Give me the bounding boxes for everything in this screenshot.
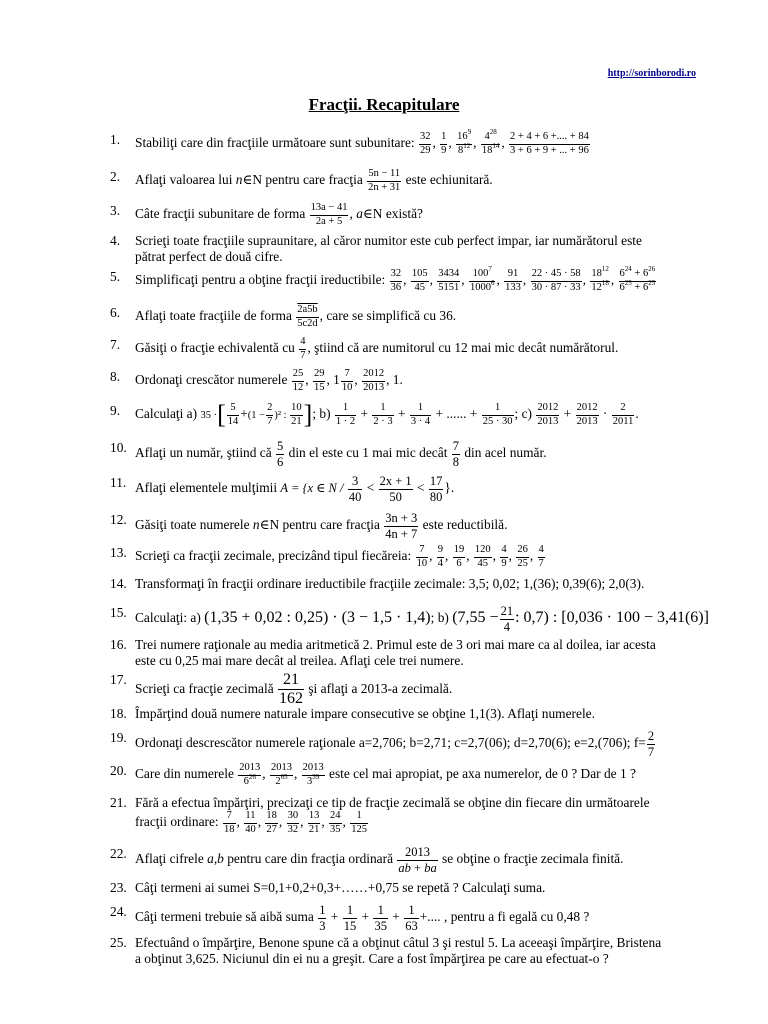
fraction: $\frac{21}{162}$ bbox=[279, 671, 303, 707]
exercise-number: 3. bbox=[110, 203, 121, 218]
fraction: $\frac{1}{35}$ bbox=[374, 903, 387, 933]
exercise-text: Simplificaţi pentru a obţine fracţii ireductibile: $\frac{32}{36}$ , $\frac{105}{45}$ , $\frac{3434}{5151}$ , $\frac{100^7}{1000^6}$ , $\frac{91}{133}$ , $\frac{22 \cdot 45 \cdot 58}{30 \cdot 87 \cdot 33}$ , $\frac{18^{12}}{12^{18}}$ , $\frac{6^{24} + 6^{26}}{6^{25} + 6^{25}}$ bbox=[135, 265, 656, 293]
fraction: $\frac{2013}{6^{26}}$ bbox=[239, 762, 261, 787]
fraction: $\frac{2012}{2013}$ bbox=[537, 402, 559, 427]
fraction: $\frac{1}{1 \cdot 2}$ bbox=[335, 402, 356, 427]
exercise-number: 25. bbox=[110, 935, 127, 950]
exercise-item bbox=[110, 440, 735, 468]
exercise-item bbox=[110, 265, 735, 293]
fraction: $\frac{2}{2011}$ bbox=[612, 402, 634, 427]
exercise-item bbox=[110, 233, 735, 265]
fraction: $\frac{3n + 3}{4n + 7}$ bbox=[385, 511, 418, 541]
exercise-number: 5. bbox=[110, 269, 121, 284]
exercise-number: 24. bbox=[110, 904, 127, 919]
exercise-item bbox=[110, 706, 735, 722]
fraction: $\frac{3}{40}$ bbox=[348, 474, 362, 504]
exercise-text: Transformaţi în fracţii ordinare ireductibile fracţiile zecimale: 3,5; 0,02; 1,(36); 0,39(6); 2,0(3). bbox=[135, 576, 645, 591]
exercise-text: Calculaţi a) 35 ·[ $\frac{5}{14}$ +(1 − $\frac{2}{7}$ )² : $\frac{10}{21}$ ]; b) $\frac{1}{1 \cdot 2}$ + $\frac{1}{2 \cdot 3}$ + $\frac{1}{3 \cdot 4}$ + ...... + $\frac{1}{25 \cdot 30}$ ; c) $\frac{2012}{2013}$ + $\frac{2012}{2013}$ · $\frac{2}{2011}$ . bbox=[135, 400, 639, 429]
exercise-text: Stabiliţi care din fracţiile următoare sunt subunitare: $\frac{32}{29}$ , $\frac{1}{9}$ , $\frac{16^9}{8^{12}}$ , $\frac{4^{28}}{18^{14}}$ , $\frac{2 + 4 + 6 +.... + 84}{3 + 6 + 9 + ... + 96}$ bbox=[135, 128, 589, 156]
exercise-item bbox=[110, 637, 735, 669]
fraction: $\frac{1}{2 \cdot 3}$ bbox=[373, 402, 393, 427]
fraction: $\frac{5}{6}$ bbox=[277, 439, 284, 469]
exercise-number: 1. bbox=[110, 132, 121, 147]
exercise-number: 17. bbox=[110, 672, 127, 687]
fraction: $\frac{2}{7}$ bbox=[647, 729, 655, 759]
exercise-text: Găsiţi o fracţie echivalentă cu $\frac{4}{7}$ , ştiind că are numitorul cu 12 mai mic decât numărătorul. bbox=[135, 336, 619, 361]
exercise-item bbox=[110, 203, 735, 227]
exercise-text: Scrieţi toate fracţiile supraunitare, al căror numitor este cub perfect impar, iar numărătorul este pătrat perfect de două cifre. bbox=[135, 233, 642, 264]
exercise-item bbox=[110, 605, 735, 633]
fraction: $\frac{18^{12}}{12^{18}}$ bbox=[591, 265, 609, 293]
exercise-number: 4. bbox=[110, 233, 121, 248]
exercise-item bbox=[110, 337, 735, 361]
exercise-number: 12. bbox=[110, 512, 127, 527]
fraction: $\frac{4}{7}$ bbox=[300, 336, 306, 361]
fraction: $\frac{2013}{2^{65}}$ bbox=[270, 762, 292, 787]
fraction: $\frac{2013}{3^{39}}$ bbox=[302, 762, 324, 787]
fraction: $\frac{1}{63}$ bbox=[405, 903, 418, 933]
exercise-item bbox=[110, 795, 735, 835]
exercise-number: 11. bbox=[110, 475, 127, 490]
fraction: $\frac{5}{14}$ bbox=[227, 402, 239, 427]
exercise-number: 9. bbox=[110, 403, 121, 418]
fraction: $\frac{2012}{2013}$ bbox=[363, 368, 385, 393]
exercise-number: 8. bbox=[110, 369, 121, 384]
fraction: $\frac{4^{28}}{18^{14}}$ bbox=[481, 128, 500, 156]
fraction: $\frac{4}{9}$ bbox=[501, 544, 507, 569]
exercise-item bbox=[110, 305, 735, 329]
fraction: $\frac{7}{10}$ bbox=[416, 544, 428, 569]
exercise-text: Fără a efectua împărţiri, precizaţi ce tip de fracţie zecimală se obţine din fiecare din următoarele fracţii ordinare: $\frac{7}{18}$ , $\frac{11}{40}$ , $\frac{18}{27}$ , $\frac{30}{32}$ , $\frac{13}{21}$ , $\frac{24}{35}$ , $\frac{1}{125}$ bbox=[135, 795, 650, 835]
exercise-number: 13. bbox=[110, 545, 127, 560]
fraction: $\frac{100^7}{1000^6}$ bbox=[469, 265, 495, 293]
fraction: $\frac{11}{40}$ bbox=[245, 810, 256, 835]
exercise-number: 22. bbox=[110, 846, 127, 861]
fraction: $\frac{9}{4}$ bbox=[437, 544, 444, 569]
fraction: $\frac{22 \cdot 45 \cdot 58}{30 \cdot 87 \cdot 33}$ bbox=[531, 268, 581, 293]
exercise-item bbox=[110, 545, 735, 569]
exercise-number: 16. bbox=[110, 637, 127, 652]
fraction: $\frac{10}{21}$ bbox=[291, 402, 302, 427]
fraction: $\frac{7}{18}$ bbox=[224, 810, 235, 835]
fraction: $\frac{13a - 41}{2a + 5}$ bbox=[310, 202, 348, 227]
exercise-text: Câţi termeni trebuie să aibă suma $\frac{1}{3}$ + $\frac{1}{15}$ + $\frac{1}{35}$ + $\frac{1}{63}$ +.... , pentru a fi egală cu 0,48 ? bbox=[135, 903, 590, 933]
fraction: $\frac{13}{21}$ bbox=[308, 810, 320, 835]
exercise-text: Efectuând o împărţire, Benone spune că a obţinut câtul 3 şi restul 5. La aceeaşi împărţire, Bristena a obţinut 3,625. Niciunul din ei nu a greşit. Care a fost împărţirea pe care au efectuat-o ? bbox=[135, 935, 662, 966]
exercise-number: 6. bbox=[110, 305, 121, 320]
exercise-item bbox=[110, 369, 735, 393]
fraction: $\frac{32}{29}$ bbox=[419, 131, 431, 156]
exercise-text: Câţi termeni ai sumei S=0,1+0,2+0,3+……+0,75 se repetă ? Calculaţi suma. bbox=[135, 880, 546, 895]
fraction: $\frac{2}{7}$ bbox=[267, 402, 273, 427]
fraction: $\frac{21}{4}$ bbox=[500, 604, 514, 634]
exercise-item bbox=[110, 763, 735, 787]
exercise-item bbox=[110, 935, 735, 967]
exercise-text: Aflaţi toate fracţiile de forma $\frac{2a5b}{5c2d}$ , care se simplifică cu 36. bbox=[135, 304, 457, 329]
exercise-number: 7. bbox=[110, 337, 121, 352]
exercise-item bbox=[110, 672, 735, 707]
exercise-item bbox=[110, 400, 735, 429]
exercise-number: 2. bbox=[110, 169, 121, 184]
fraction: $\frac{3434}{5151}$ bbox=[438, 268, 460, 293]
exercise-text: Scrieţi ca fracţie zecimală $\frac{21}{162}$ şi aflaţi a 2013-a zecimală. bbox=[135, 671, 453, 707]
fraction: $\frac{91}{133}$ bbox=[505, 268, 521, 293]
page-title: Fracţii. Recapitulare bbox=[308, 95, 460, 114]
exercise-number: 18. bbox=[110, 706, 127, 721]
exercise-text: Câte fracţii subunitare de forma $\frac{13a - 41}{2a + 5}$ , a∈N există? bbox=[135, 202, 423, 227]
exercise-item bbox=[110, 475, 735, 503]
exercise-text: Aflaţi un număr, ştiind că $\frac{5}{6}$ din el este cu 1 mai mic decât $\frac{7}{8}$ din acel număr. bbox=[135, 439, 547, 469]
exercise-text: Scrieţi ca fracţii zecimale, precizând tipul fiecăreia: $\frac{7}{10}$ , $\frac{9}{4}$ , $\frac{19}{6}$ , $\frac{120}{45}$ , $\frac{4}{9}$ , $\frac{26}{25}$ , $\frac{4}{7}$ bbox=[135, 544, 544, 569]
fraction: $\frac{1}{3}$ bbox=[319, 903, 326, 933]
fraction: $\frac{30}{32}$ bbox=[287, 810, 299, 835]
exercise-item bbox=[110, 512, 735, 540]
fraction: $\frac{7}{8}$ bbox=[452, 439, 460, 469]
fraction: $\frac{24}{35}$ bbox=[330, 810, 341, 835]
fraction: $\frac{5n - 11}{2n + 31}$ bbox=[368, 168, 401, 193]
exercise-number: 15. bbox=[110, 605, 127, 620]
exercise-number: 20. bbox=[110, 763, 127, 778]
fraction: $\frac{1}{125}$ bbox=[351, 810, 367, 835]
exercise-item bbox=[110, 128, 735, 156]
fraction: $\frac{1}{25 \cdot 30}$ bbox=[482, 402, 513, 427]
exercise-text: Care din numerele $\frac{2013}{6^{26}}$ , $\frac{2013}{2^{65}}$ , $\frac{2013}{3^{39}}$ este cel mai apropiat, pe axa numerelor, de 0 ? Dar de 1 ? bbox=[135, 762, 636, 787]
exercise-text: Ordonaţi crescător numerele $\frac{25}{12}$ , $\frac{29}{15}$ , 1 $\frac{7}{10}$ , $\frac{2012}{2013}$ , 1. bbox=[135, 368, 403, 393]
exercise-number: 23. bbox=[110, 880, 127, 895]
fraction: $\frac{6^{24} + 6^{26}}{6^{25} + 6^{25}}$ bbox=[619, 265, 656, 293]
fraction: $\frac{105}{45}$ bbox=[411, 268, 428, 293]
exercise-number: 14. bbox=[110, 576, 127, 591]
fraction: $\frac{19}{6}$ bbox=[453, 544, 465, 569]
fraction: $\frac{25}{12}$ bbox=[292, 368, 304, 393]
fraction: $\frac{2x + 1}{50}$ bbox=[379, 474, 412, 504]
fraction: $\frac{26}{25}$ bbox=[517, 544, 528, 569]
exercise-text: Aflaţi valoarea lui n∈N pentru care fracţia $\frac{5n - 11}{2n + 31}$ este echiunitară. bbox=[135, 168, 493, 193]
fraction: $\frac{16^9}{8^{12}}$ bbox=[457, 128, 472, 156]
exercise-item bbox=[110, 169, 735, 193]
fraction: $\frac{120}{45}$ bbox=[474, 544, 491, 569]
fraction: $\frac{29}{15}$ bbox=[313, 368, 325, 393]
exercise-text: Calculaţi: a) (1,35 + 0,02 : 0,25) · (3 − 1,5 · 1,4); b) (7,55 − $\frac{21}{4}$ : 0,7) : [0,036 · 100 − 3,41(6)] bbox=[135, 604, 709, 634]
exercise-item bbox=[110, 904, 735, 932]
exercise-item bbox=[110, 846, 735, 874]
exercise-text: Ordonaţi descrescător numerele raţionale a=2,706; b=2,71; c=2,7(06); d=2,70(6); e=2,(706); f= $\frac{2}{7}$ bbox=[135, 729, 655, 759]
exercise-number: 19. bbox=[110, 730, 127, 745]
fraction: $\frac{7}{10}$ bbox=[341, 368, 353, 393]
exercise-number: 21. bbox=[110, 795, 127, 810]
fraction: $\frac{32}{36}$ bbox=[390, 268, 402, 293]
fraction: $\frac{1}{3 \cdot 4}$ bbox=[410, 402, 431, 427]
fraction: $\frac{4}{7}$ bbox=[538, 544, 544, 569]
exercise-item bbox=[110, 576, 735, 592]
exercise-text: Împărţind două numere naturale impare consecutive se obţine 1,1(3). Aflaţi numerele. bbox=[135, 706, 595, 721]
fraction: $\frac{1}{15}$ bbox=[343, 903, 357, 933]
exercise-text: Aflaţi elementele mulţimii A = {x ∈ N / $\frac{3}{40}$ < $\frac{2x + 1}{50}$ < $\frac{17}{80}$ }. bbox=[135, 474, 455, 504]
exercise-number: 10. bbox=[110, 440, 127, 455]
fraction: $\frac{1}{9}$ bbox=[441, 131, 447, 156]
fraction: $\frac{2012}{2013}$ bbox=[576, 402, 598, 427]
exercise-text: Trei numere raţionale au media aritmetică 2. Primul este de 3 ori mai mare ca al doilea, iar acesta este cu 0,25 mai mare decât al treilea. Aflaţi cele trei numere. bbox=[135, 637, 656, 668]
fraction: $\frac{18}{27}$ bbox=[266, 810, 277, 835]
website-link[interactable]: http://sorinborodi.ro bbox=[607, 68, 696, 79]
exercise-item bbox=[110, 880, 735, 896]
exercise-text: Găsiţi toate numerele n∈N pentru care fracţia $\frac{3n + 3}{4n + 7}$ este reductibilă. bbox=[135, 511, 508, 541]
fraction: $\frac{2 + 4 + 6 +.... + 84}{3 + 6 + 9 + ... + 96}$ bbox=[510, 131, 589, 156]
fraction: $\frac{17}{80}$ bbox=[429, 474, 443, 504]
exercise-text: Aflaţi cifrele a,b pentru care din fracţia ordinară $\frac{2013}{\overline{ab} + \overline{ba}}$ se obţine o fracţie zecimala finită. bbox=[135, 845, 624, 875]
exercise-item bbox=[110, 730, 735, 758]
